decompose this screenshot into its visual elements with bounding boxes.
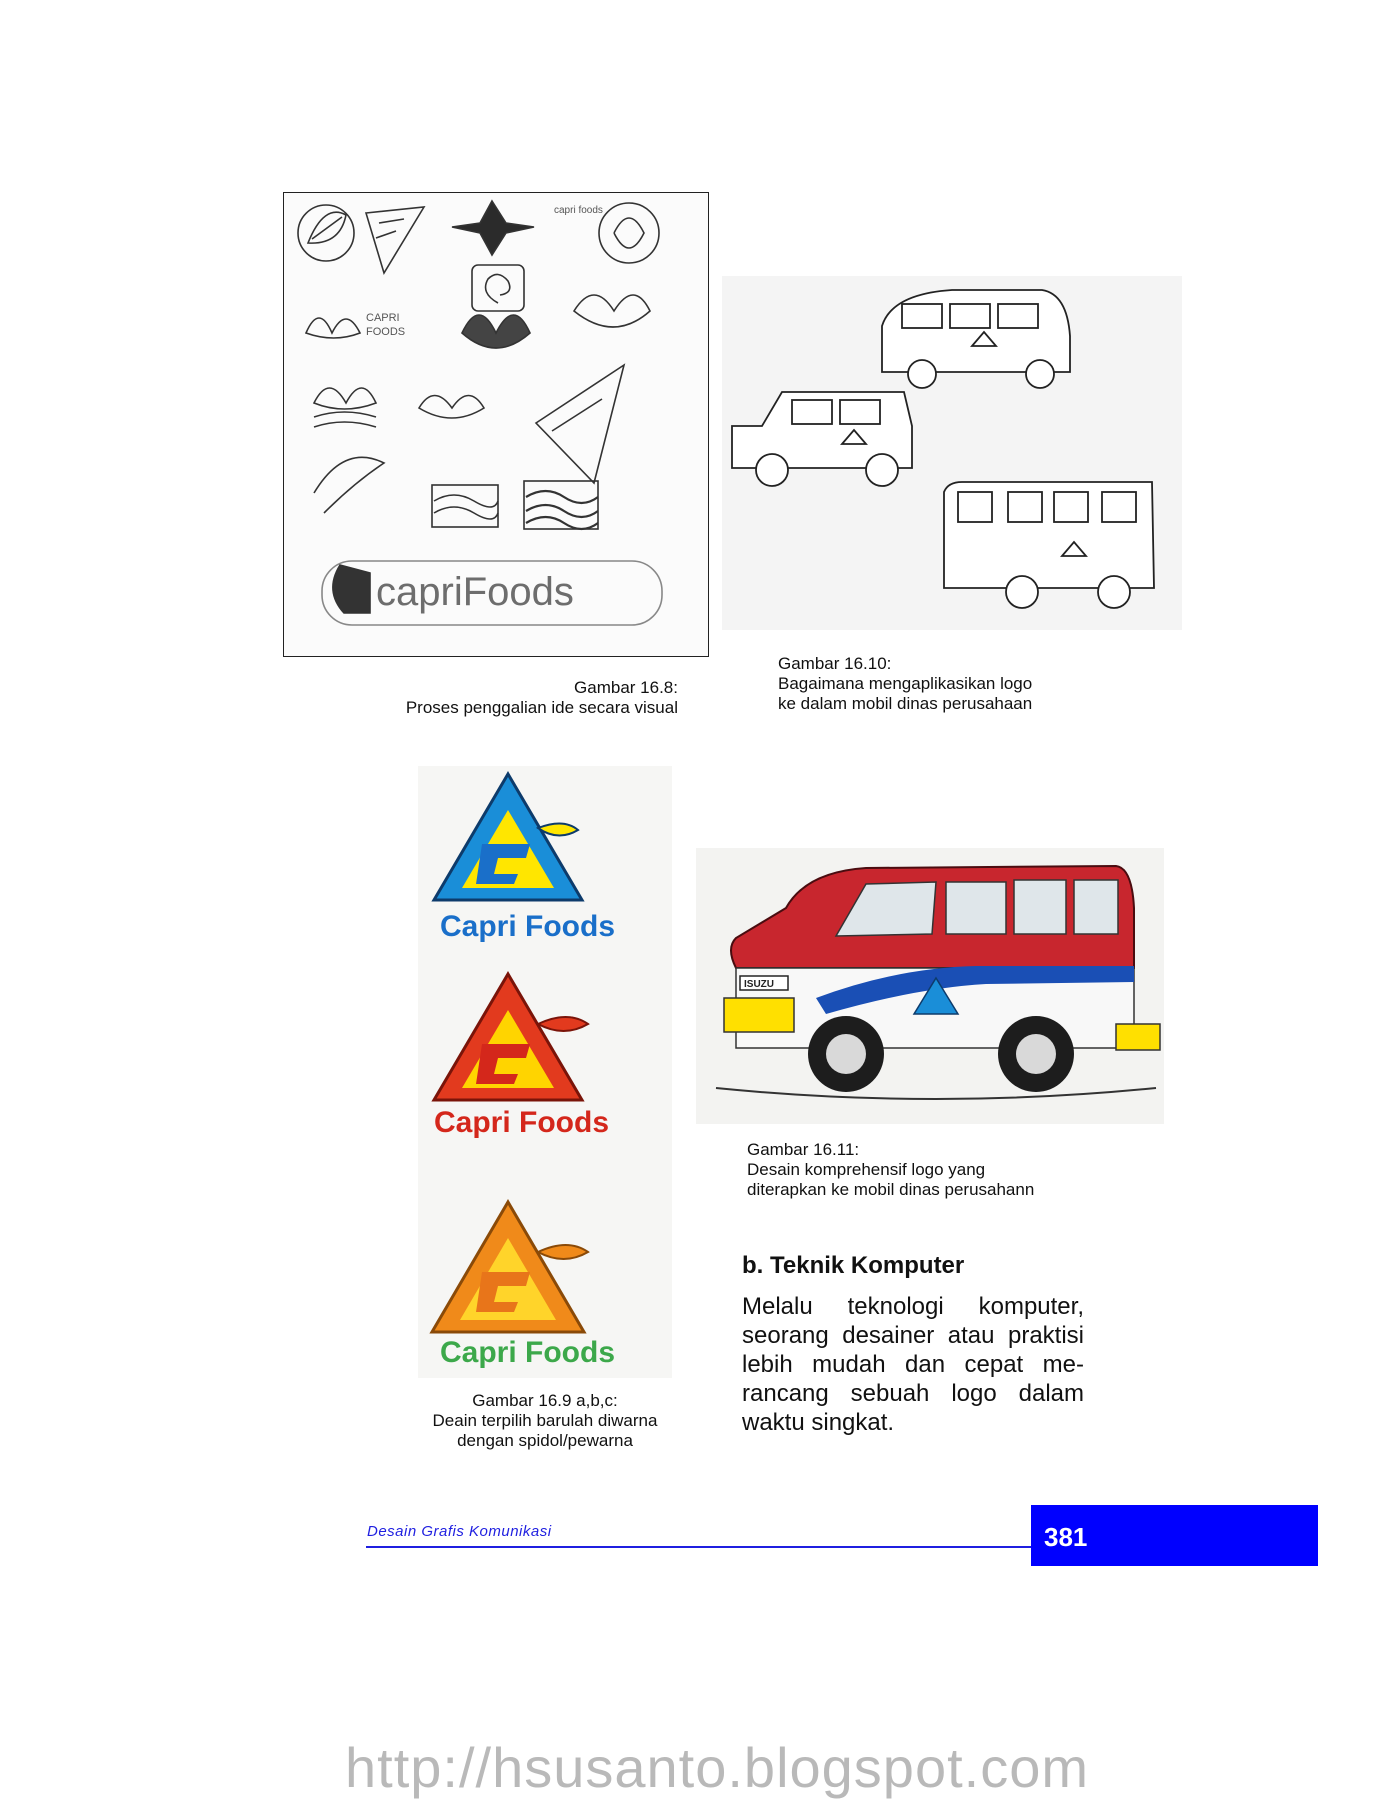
logo-text-green: Capri Foods — [440, 1336, 616, 1369]
section-paragraph: Melalu teknologi komputer, seorang desainer atau praktisi lebih mudah dan cepat me-rancang sebuah logo dalam waktu singkat. — [742, 1293, 1084, 1436]
footer-book-title: Desain Grafis Komunikasi — [367, 1523, 552, 1540]
caption-16-11-line1: Desain komprehensif logo yang — [747, 1160, 986, 1179]
figure-16-11-colored-car — [696, 848, 1164, 1124]
sketch-text-capri-foods: capri foods — [554, 205, 603, 216]
figure-16-8-sketches — [283, 192, 709, 657]
caption-16-11 — [747, 1140, 1077, 1200]
caption-16-9-line2: dengan spidol/pewarna — [457, 1431, 633, 1450]
sketch-text-caprifoods: capriFoods — [376, 570, 574, 614]
watermark-url: http://hsusanto.blogspot.com — [345, 1736, 1089, 1799]
logo-sketches-image — [284, 193, 708, 656]
caption-16-11-line2: diterapkan ke mobil dinas perusahann — [747, 1180, 1035, 1199]
caption-16-10-line2: ke dalam mobil dinas perusahaan — [778, 694, 1033, 713]
colored-logos-image — [418, 766, 672, 1378]
caption-16-10 — [778, 654, 1108, 714]
colored-car-image — [696, 848, 1164, 1124]
figure-16-9-colored-logos — [418, 766, 672, 1378]
logo-variant-orange — [432, 1202, 615, 1369]
footer-rule — [366, 1546, 1031, 1548]
sketch-text-foods: FOODS — [366, 326, 406, 338]
caption-16-8-text: Proses penggalian ide secara visual — [405, 698, 678, 717]
logo-variant-red — [434, 974, 609, 1139]
vehicle-sketches-image — [722, 276, 1182, 630]
caption-16-11-title: Gambar 16.11: — [747, 1140, 860, 1159]
caption-16-8 — [370, 678, 678, 718]
logo-text-red: Capri Foods — [434, 1106, 610, 1139]
caption-16-9-line1: Deain terpilih barulah diwarna — [432, 1411, 658, 1430]
caption-16-10-title: Gambar 16.10: — [778, 654, 892, 673]
caption-16-9-title: Gambar 16.9 a,b,c: — [472, 1391, 618, 1410]
section-heading: b. Teknik Komputer — [742, 1252, 965, 1279]
logo-text-blue: Capri Foods — [440, 910, 616, 943]
page-number-box — [1031, 1505, 1318, 1566]
caption-16-9 — [400, 1391, 690, 1451]
car-badge-text: ISUZU — [744, 979, 774, 990]
figure-16-10-vehicle-sketches — [722, 276, 1182, 630]
sketch-text-capri: CAPRI — [366, 312, 400, 324]
caption-16-8-title: Gambar 16.8: — [574, 678, 678, 697]
page-number: 381 — [1044, 1522, 1088, 1552]
logo-variant-blue — [434, 774, 615, 943]
caption-16-10-line1: Bagaimana mengaplikasikan logo — [778, 674, 1033, 693]
